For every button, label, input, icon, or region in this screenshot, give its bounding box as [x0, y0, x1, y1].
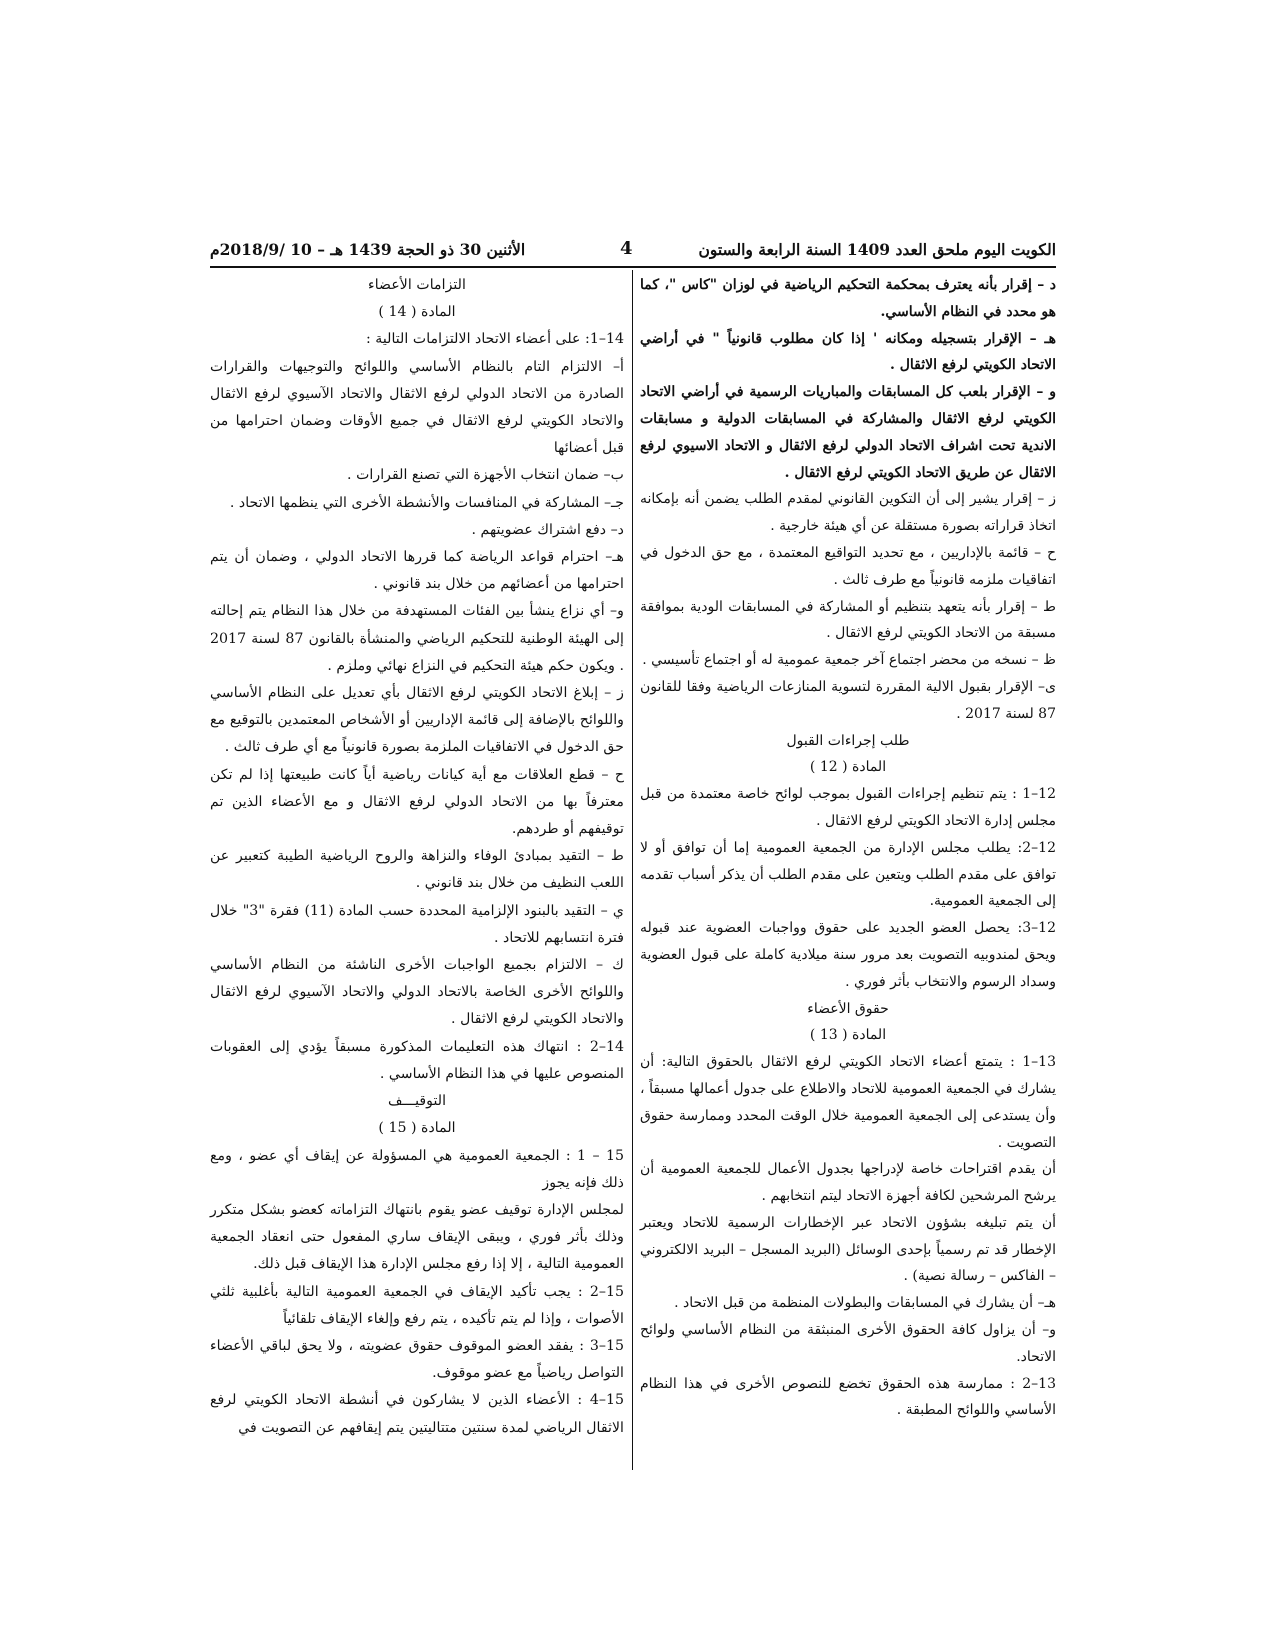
paragraph: ك – الالتزام بجميع الواجبات الأخرى الناشئة من النظام الأساسي واللوائح الأخرى الخاصة بالاتحاد الدولي والاتحاد الآسيوي لرفع الاثقال والاتحاد الكويتي لرفع الاثقال .: [210, 957, 624, 1028]
paragraph: د– دفع اشتراك عضويتهم .: [471, 521, 624, 538]
paragraph: هـ – الإقرار بتسجيله ومكانه ' إذا كان مطلوب قانونياً " في أراضي الاتحاد الكويتي لرفع الاثقال .: [640, 330, 1056, 374]
paragraph: 15–2 : يجب تأكيد الإيقاف في الجمعية العمومية التالية بأغلبية ثلثي الأصوات ، وإذا لم يتم تأكيده ، يتم رفع وإلغاء الإيقاف تلقائياً: [210, 1283, 624, 1327]
paragraph: 13–2 : ممارسة هذه الحقوق تخضع للنصوص الأخرى في هذا النظام الأساسي واللوائح المطبقة .: [640, 1375, 1056, 1419]
section-heading: حقوق الأعضاء: [807, 1000, 889, 1017]
paragraph: ى– الإقرار بقبول الالية المقررة لتسوية المنازعات الرياضية وفقا للقانون 87 لسنة 2017 .: [640, 678, 1056, 722]
page-number: 4: [620, 238, 633, 259]
paragraph: ح – قائمة بالإداريين ، مع تحديد التواقيع المعتمدة ، مع حق الدخول في اتفاقيات ملزمه قانونياً مع طرف ثالث .: [640, 544, 1056, 588]
paragraph: 15–4 : الأعضاء الذين لا يشاركون في أنشطة الاتحاد الكويتي لرفع الاثقال الرياضي لمدة سنتين متتاليتين يتم إيقافهم عن التصويت في: [210, 1392, 624, 1436]
section-heading: المادة ( 15 ): [378, 1120, 456, 1137]
paragraph: 15–3 : يفقد العضو الموقوف حقوق عضويته ، ولا يحق لباقي الأعضاء التواصل رياضياً مع عضو موقوف.: [210, 1337, 624, 1382]
paragraph: هـ– أن يشارك في المسابقات والبطولات المنظمة من قبل الاتحاد .: [674, 1295, 1056, 1312]
section-heading: المادة ( 12 ): [809, 759, 887, 776]
left-column: [210, 272, 624, 1442]
paragraph: 12–3: يحصل العضو الجديد على حقوق وواجبات العضوية عند قبوله ويحق لمندوبيه التصويت بعد مرور سنة ميلادية كاملة على قبول العضوية وسداد الرسوم والانتخاب بأثر فوري .: [640, 920, 1056, 990]
paragraph: أ– الالتزام التام بالنظام الأساسي واللوائح والتوجيهات والقرارات الصادرة من الاتحاد الدولي لرفع الاثقال والاتحاد الآسيوي لرفع الاثقال والاتحاد الكويتي لرفع الاثقال في جميع الأوقات وضمان احترامها من قبل أعضائها: [210, 358, 624, 457]
paragraph: 14–2 : انتهاك هذه التعليمات المذكورة مسبقاً يؤدي إلى العقوبات المنصوص عليها في هذا النظام الأساسي .: [210, 1038, 624, 1082]
paragraph: و – الإقرار بلعب كل المسابقات والمباريات الرسمية في أراضي الاتحاد الكويتي لرفع الاثقال والمشاركة في المسابقات الدولية و مسابقات الاندية تحت اشراف الاتحاد الدولي لرفع الاثقال و الاتحاد الاسيوي لرفع الاثقال عن طريق الاتحاد الكويتي لرفع الاثقال .: [640, 384, 1056, 481]
paragraph: ظ – نسخه من محضر اجتماع آخر جمعية عمومية له أو اجتماع تأسيسي .: [642, 652, 1056, 669]
header-rule: [210, 266, 1056, 268]
section-heading: التزامات الأعضاء: [368, 277, 466, 293]
paragraph: و– أن يزاول كافة الحقوق الأخرى المنبثقة من النظام الأساسي ولوائح الاتحاد.: [640, 1322, 1056, 1365]
paragraph: جـ– المشاركة في المنافسات والأنشطة الأخرى التي ينظمها الاتحاد .: [229, 494, 624, 511]
header-publication: الكويت اليوم ملحق العدد 1409 السنة الرابعة والستون: [698, 240, 1056, 259]
paragraph: لمجلس الإدارة توقيف عضو يقوم بانتهاك التزاماته كعضو بشكل متكرر وذلك بأثر فوري ، ويبقى الإيقاف ساري المفعول حتى انعقاد الجمعية العمومية التالية ، إلا إذا رفع مجلس الإدارة هذا الإيقاف قبل ذلك.: [210, 1201, 624, 1273]
paragraph: 12–1 : يتم تنظيم إجراءات القبول بموجب لوائح خاصة معتمدة من قبل مجلس إدارة الاتحاد الكويتي لرفع الاثقال .: [640, 786, 1056, 829]
paragraph: 12–2: يطلب مجلس الإدارة من الجمعية العمومية إما أن توافق أو لا توافق على مقدم الطلب ويتعين على مقدم الطلب أن يذكر أسباب تقدمه إلى الجمعية العمومية.: [640, 839, 1056, 910]
paragraph: ط – إقرار بأنه يتعهد بتنظيم أو المشاركة في المسابقات الودية بموافقة مسبقة من الاتحاد الكويتي لرفع الاثقال .: [640, 598, 1056, 642]
paragraph: ب– ضمان انتخاب الأجهزة التي تصنع القرارات .: [347, 467, 624, 484]
paragraph: أن يتم تبليغه بشؤون الاتحاد عبر الإخطارات الرسمية للاتحاد ويعتبر الإخطار قد تم رسمياً بإحدى الوسائل (البريد المسجل – البريد الالكتروني – الفاكس – رسالة نصية) .: [640, 1214, 1056, 1285]
paragraph: 14–1: على أعضاء الاتحاد الالتزامات التالية :: [365, 331, 624, 348]
column-divider: [632, 270, 633, 1470]
right-column: [640, 272, 1056, 1424]
paragraph: ز – إقرار يشير إلى أن التكوين القانوني لمقدم الطلب يضمن أنه بإمكانه اتخاذ قراراته بصورة مستقلة عن أي هيئة خارجية .: [640, 491, 1056, 535]
page-header: [210, 238, 1056, 262]
section-heading: التوقيـــف: [387, 1093, 447, 1110]
paragraph: 13–1 : يتمتع أعضاء الاتحاد الكويتي لرفع الاثقال بالحقوق التالية: أن يشارك في الجمعية العمومية للاتحاد والاطلاع على جدول أعمالها مسبقاً ، وأن يستدعى إلى الجمعية العمومية خلال الوقت المحدد وممارسة حقوق التصويت .: [640, 1054, 1056, 1151]
section-heading: المادة ( 14 ): [378, 304, 456, 321]
paragraph: د – إقرار بأنه يعترف بمحكمة التحكيم الرياضية في لوزان "كاس "، كما هو محدد في النظام الأساسي.: [640, 277, 1056, 320]
paragraph: ط – التقيد بمبادئ الوفاء والنزاهة والروح الرياضية الطيبة كتعبير عن اللعب النظيف من خلال بند قانوني .: [210, 848, 624, 892]
section-heading: المادة ( 13 ): [809, 1027, 887, 1044]
paragraph: هـ– احترام قواعد الرياضة كما قررها الاتحاد الدولي ، وضمان أن يتم احترامها من أعضائهم من خلال بند قانوني .: [210, 549, 624, 593]
paragraph: ي – التقيد بالبنود الإلزامية المحددة حسب المادة (11) فقرة "3" خلال فترة انتسابهم للاتحاد .: [210, 902, 624, 946]
paragraph: أن يقدم اقتراحات خاصة لإدراجها بجدول الأعمال للجمعية العمومية أن يرشح المرشحين لكافة أجهزة الاتحاد ليتم انتخابهم .: [640, 1161, 1056, 1205]
section-heading: طلب إجراءات القبول: [786, 732, 910, 749]
paragraph: 15 – 1 : الجمعية العمومية هي المسؤولة عن إيقاف أي عضو ، ومع ذلك فإنه يجوز: [210, 1147, 624, 1191]
header-date: الأثنين 30 ذو الحجة 1439 هـ – 10 /2018/9م: [210, 240, 526, 259]
paragraph: و– أي نزاع ينشأ بين الفئات المستهدفة من خلال هذا النظام يتم إحالته إلى الهيئة الوطنية للتحكيم الرياضي والمنشأة بالقانون 87 لسنة 2017 . ويكون حكم هيئة التحكيم في النزاع نهائي وملزم .: [210, 603, 624, 674]
paragraph: ح – قطع العلاقات مع أية كيانات رياضية أياً كانت طبيعتها إذا لم تكن معترفاً بها من الاتحاد الدولي لرفع الاثقال و مع الأعضاء الذين تم توقيفهم أو طردهم.: [210, 766, 624, 838]
paragraph: ز – إبلاغ الاتحاد الكويتي لرفع الاثقال بأي تعديل على النظام الأساسي واللوائح بالإضافة إلى قائمة الإداريين أو الأشخاص المعتمدين بالتوقيع مع حق الدخول في الاتفاقيات الملزمة بصورة قانونياً مع أي طرف ثالث .: [210, 685, 624, 756]
